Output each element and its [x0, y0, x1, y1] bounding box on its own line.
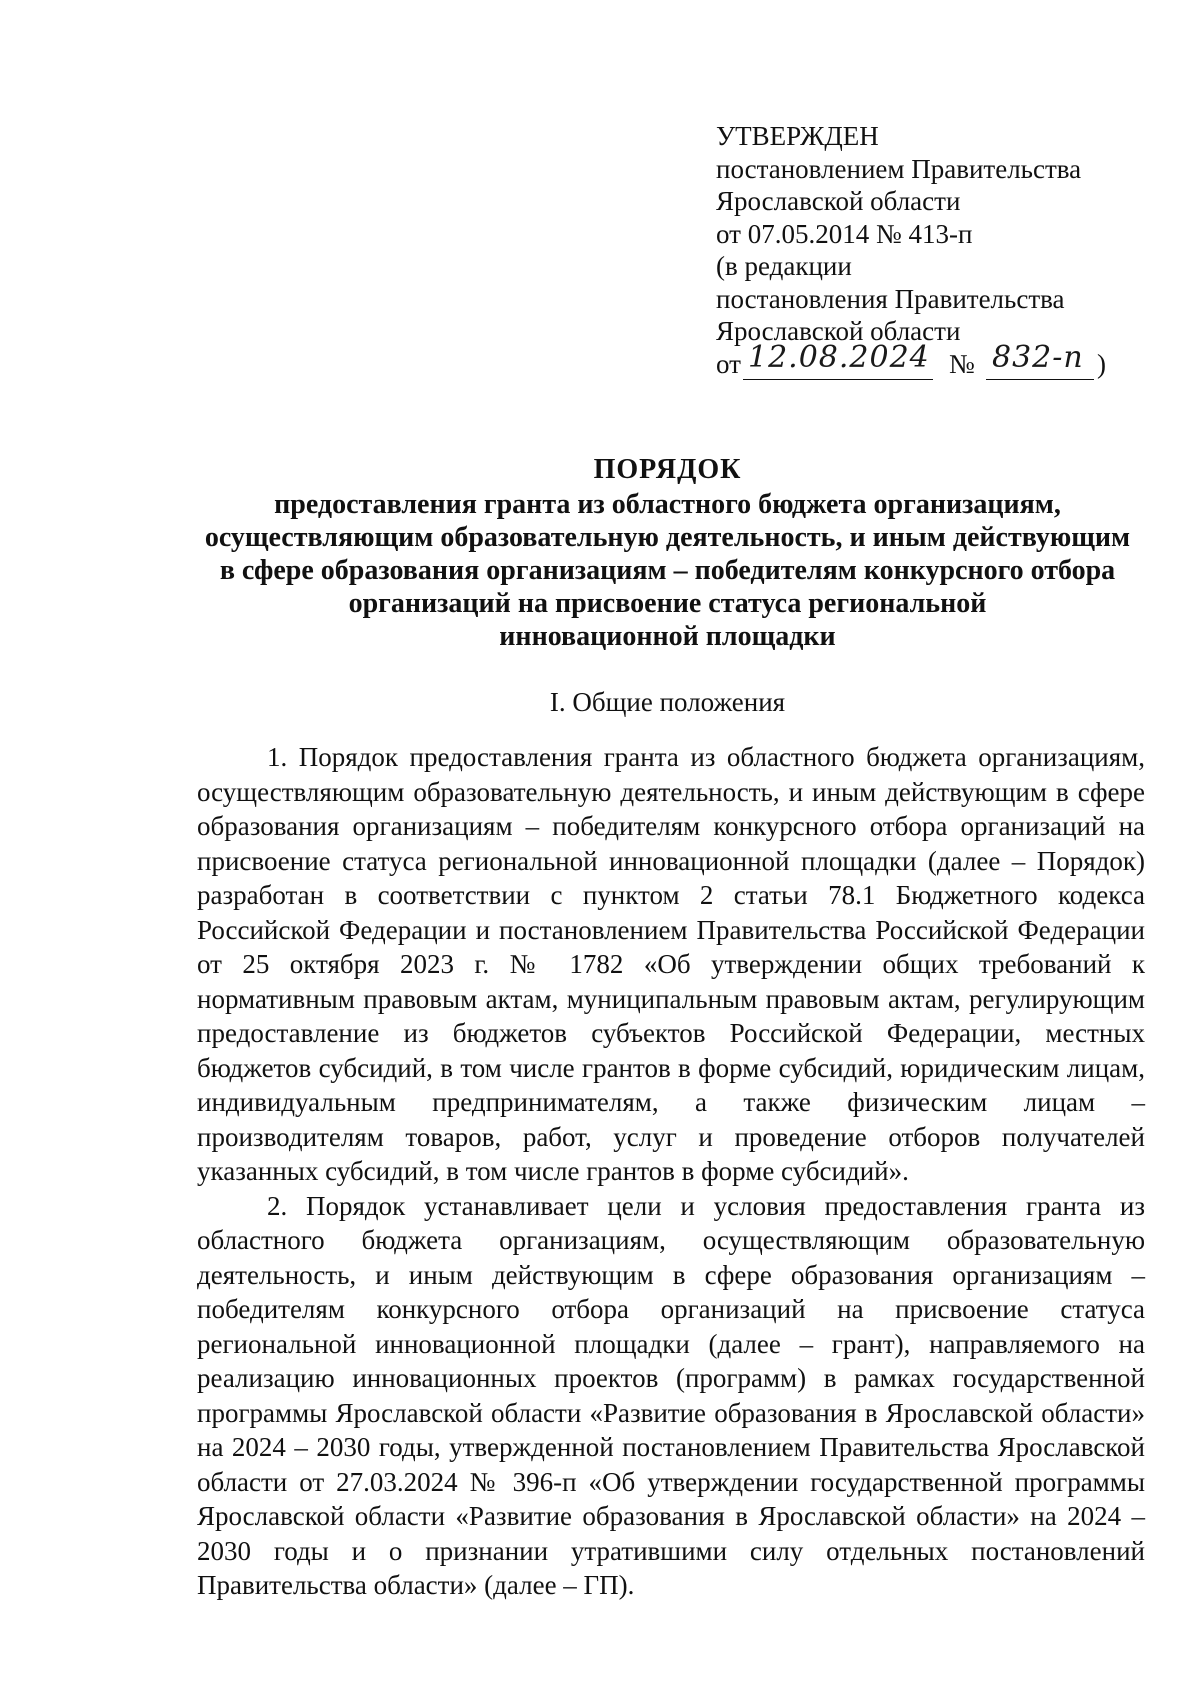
document-subtitle: [0, 488, 1200, 653]
subtitle-line: предоставления гранта из областного бюджета организациям,: [274, 489, 1061, 520]
approval-line: постановлением Правительства: [716, 153, 1082, 184]
approval-line: от 07.05.2014 № 413-п: [716, 218, 973, 249]
document-title: ПОРЯДОК: [593, 454, 742, 485]
paragraph: 1. Порядок предоставления гранта из областного бюджета организациям, осуществляющим образовательную деятельность, и иным действующим в сфере образования организациям – победителям конкурсного отбора организаций на присвоение статуса региональной инновационной площадки (далее – Порядок) разработан в соответствии с пунктом 2 статьи 78.1 Бюджетного кодекса Российской Федерации и постановлением Правительства Российской Федерации от 25 октября 2023 г. № 1782 «Об утверждении общих требований к нормативным правовым актам, муниципальным правовым актам, регулирующим предоставление из бюджетов субъектов Российской Федерации, местных бюджетов субсидий, в том числе грантов в форме субсидий, юридическим лицам, индивидуальным предпринимателям, а также физическим лицам – производителям товаров, работ, услуг и проведение отборов получателей указанных субсидий, в том числе грантов в форме субсидий».: [197, 742, 1145, 1186]
amendment-date-line: [716, 339, 1106, 382]
date-prefix: от: [716, 348, 741, 379]
document-body: [197, 740, 1145, 1603]
subtitle-line: организаций на присвоение статуса региональной: [348, 588, 987, 619]
subtitle-line: инновационной площадки: [499, 621, 836, 652]
approval-line: (в редакции: [716, 251, 852, 281]
approval-line: Ярославской области: [716, 186, 961, 216]
number-underline: [986, 379, 1094, 380]
paragraph: 2. Порядок устанавливает цели и условия предоставления гранта из областного бюджета организациям, осуществляющим образовательную деятельность, и иным действующим в сфере образования организациям – победителям конкурсного отбора организаций на присвоение статуса региональной инновационной площадки (далее – грант), направляемого на реализацию инновационных проектов (программ) в рамках государственной программы Ярославской области «Развитие образования в Ярославской области» на 2024 – 2030 годы, утвержденной постановлением Правительства Ярославской области от 27.03.2024 № 396-п «Об утверждении государственной программы Ярославской области «Развитие образования в Ярославской области» на 2024 – 2030 годы и о признании утратившими силу отдельных постановлений Правительства области» (далее – ГП).: [197, 1190, 1145, 1600]
date-underline: [743, 379, 933, 380]
subtitle-line: осуществляющим образовательную деятельность, и иным действующим: [204, 522, 1131, 553]
closing-parenthesis: ): [1097, 348, 1106, 379]
number-sign: №: [949, 348, 975, 379]
approval-stamp-block: [716, 120, 1106, 382]
approval-line: постановления Правительства: [716, 283, 1065, 314]
approval-line: Ярославской области: [716, 316, 961, 346]
handwritten-date: 12.08.2024: [748, 339, 930, 375]
subtitle-line: в сфере образования организациям – победителям конкурсного отбора: [219, 555, 1116, 586]
handwritten-number: 832-п: [992, 339, 1084, 375]
section-heading: I. Общие положения: [549, 687, 786, 717]
approval-line: УТВЕРЖДЕН: [716, 121, 879, 151]
